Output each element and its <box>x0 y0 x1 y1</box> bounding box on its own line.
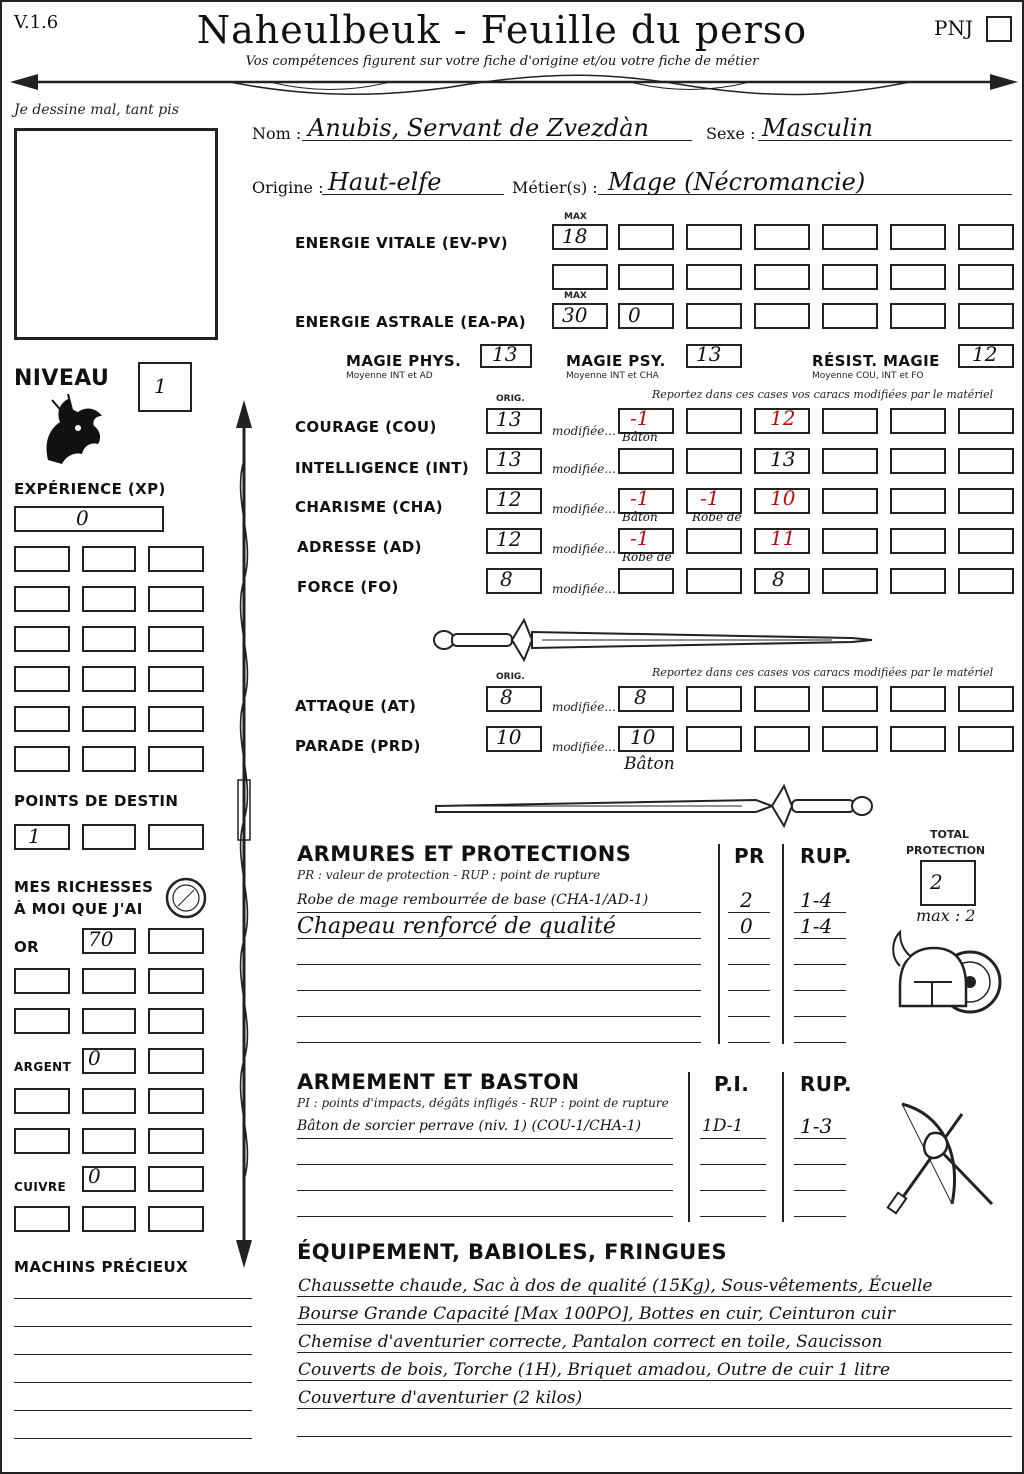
int-orig-value: 13 <box>496 447 522 471</box>
armure-pr: 2 <box>740 888 753 912</box>
armure-row-line[interactable] <box>728 912 770 913</box>
at-orig-value: 8 <box>500 685 513 709</box>
total-protection-max: max : 2 <box>916 906 976 925</box>
ev-box[interactable] <box>958 264 1014 290</box>
armure-row-line[interactable] <box>297 964 701 965</box>
armure-rup: 1-4 <box>800 914 833 938</box>
prd-modif-label: modifiée... <box>552 740 616 754</box>
cha-mod1-note: Bâton <box>622 510 658 524</box>
cha-mod2-note: Robe de <box>692 510 742 524</box>
ea-max-label: MAX <box>564 291 587 301</box>
ad-mod-box[interactable] <box>958 528 1014 554</box>
argent-box[interactable] <box>148 1128 204 1154</box>
portrait-caption: Je dessine mal, tant pis <box>14 102 179 118</box>
ad-final-value: 11 <box>770 526 796 550</box>
magie-psy-value: 13 <box>696 342 722 366</box>
xp-box[interactable] <box>82 626 136 652</box>
resist-magie-value: 12 <box>972 342 998 366</box>
ev-box[interactable] <box>958 224 1014 250</box>
arme-row-line[interactable] <box>794 1164 846 1165</box>
armure-row-line[interactable] <box>728 1016 770 1017</box>
arme-row-line[interactable] <box>700 1164 766 1165</box>
armure-row-line[interactable] <box>297 1042 701 1043</box>
fo-final-value: 8 <box>772 567 785 591</box>
niveau-value: 1 <box>154 374 167 398</box>
argent-box[interactable] <box>14 1088 70 1114</box>
sheet-title: Naheulbeuk - Feuille du perso <box>196 8 808 52</box>
magie-phys-value: 13 <box>492 342 518 366</box>
ev-box[interactable] <box>618 224 674 250</box>
armement-legend: PI : points d'impacts, dégâts infligés - RUP : point de rupture <box>297 1096 669 1110</box>
prd-mod-box[interactable] <box>890 726 946 752</box>
arme-rup: 1-3 <box>800 1114 833 1138</box>
or-box[interactable] <box>82 968 136 994</box>
destin-box[interactable] <box>82 824 136 850</box>
or-box[interactable] <box>148 928 204 954</box>
equipement-text: Couverts de bois, Torche (1H), Briquet amadou, Outre de cuir 1 litre <box>298 1360 891 1380</box>
ea-label: ENERGIE ASTRALE (EA-PA) <box>295 313 527 331</box>
ea-max-value: 30 <box>562 303 588 327</box>
at-modif-label: modifiée... <box>552 700 616 714</box>
cou-mod-box[interactable] <box>822 408 878 434</box>
armures-pr-header: PR <box>734 844 765 868</box>
xp-box[interactable] <box>14 626 70 652</box>
xp-box[interactable] <box>148 706 204 732</box>
ev-box[interactable] <box>686 224 742 250</box>
ev-box[interactable] <box>890 264 946 290</box>
cha-mod-box[interactable] <box>822 488 878 514</box>
cou-mod1-value: -1 <box>630 406 650 430</box>
xp-box[interactable] <box>82 746 136 772</box>
prd-note: Bâton <box>624 754 675 774</box>
magie-psy-label: MAGIE PSY. <box>566 352 666 370</box>
fo-label: FORCE (FO) <box>297 578 399 596</box>
or-box[interactable] <box>82 1008 136 1034</box>
int-mod-box[interactable] <box>890 448 946 474</box>
argent-label: ARGENT <box>14 1060 72 1074</box>
sexe-label: Sexe : <box>706 124 756 143</box>
cou-mod-box[interactable] <box>686 408 742 434</box>
prd-orig-value: 10 <box>496 725 522 749</box>
at-mod-box[interactable] <box>890 686 946 712</box>
armure-pr: 0 <box>740 914 753 938</box>
or-box[interactable] <box>148 1008 204 1034</box>
ev-box[interactable] <box>822 224 878 250</box>
cha-label: CHARISME (CHA) <box>295 498 443 516</box>
cuivre-box[interactable] <box>82 1206 136 1232</box>
arme-row-line[interactable] <box>700 1216 766 1217</box>
armure-row-line[interactable] <box>794 964 846 965</box>
cou-modif-label: modifiée... <box>552 424 616 438</box>
at-mod-box[interactable] <box>822 686 878 712</box>
fo-orig-value: 8 <box>500 567 513 591</box>
ea-current-box[interactable] <box>618 303 674 329</box>
ad-orig-value: 12 <box>496 527 522 551</box>
ev-box[interactable] <box>754 224 810 250</box>
xp-box[interactable] <box>14 706 70 732</box>
arme-row-line[interactable] <box>700 1138 766 1139</box>
nom-value[interactable]: Anubis, Servant de Zvezdàn <box>308 114 649 142</box>
origine-value[interactable]: Haut-elfe <box>328 168 442 196</box>
at-final-value: 8 <box>634 685 647 709</box>
resist-magie-label: RÉSIST. MAGIE <box>812 352 940 370</box>
version-label: V.1.6 <box>14 12 59 33</box>
cuivre-value: 0 <box>88 1164 101 1188</box>
sexe-value[interactable]: Masculin <box>762 114 873 142</box>
arme-name: Bâton de sorcier perrave (niv. 1) (COU-1/CHA-1) <box>297 1118 642 1134</box>
equipement-text: Couverture d'aventurier (2 kilos) <box>298 1388 583 1408</box>
ad-mod-box[interactable] <box>822 528 878 554</box>
armure-row-line[interactable] <box>794 1042 846 1043</box>
at-mod-box[interactable] <box>754 686 810 712</box>
armure-row-line[interactable] <box>794 990 846 991</box>
int-label: INTELLIGENCE (INT) <box>295 459 470 477</box>
armure-row-line[interactable] <box>297 912 701 913</box>
ev-box[interactable] <box>754 264 810 290</box>
cuivre-box[interactable] <box>148 1206 204 1232</box>
caracs-report-note: Reportez dans ces cases vos caracs modifiées par le matériel <box>652 388 994 401</box>
pnj-label: PNJ <box>934 16 973 40</box>
xp-box[interactable] <box>82 706 136 732</box>
experience-box[interactable] <box>14 506 164 532</box>
cha-orig-value: 12 <box>496 487 522 511</box>
ea-box[interactable] <box>822 303 878 329</box>
dragon-icon <box>38 394 108 466</box>
equipement-line[interactable] <box>297 1352 1012 1353</box>
int-mod-box[interactable] <box>618 448 674 474</box>
prd-mod-box[interactable] <box>686 726 742 752</box>
int-mod-box[interactable] <box>822 448 878 474</box>
destin-box[interactable] <box>14 824 70 850</box>
cha-mod-box[interactable] <box>890 488 946 514</box>
caracs-orig-label: ORIG. <box>496 394 525 404</box>
helmet-shield-icon <box>890 926 1010 1036</box>
ad-mod1-note: Robe de <box>622 550 672 564</box>
arme-row-line[interactable] <box>794 1190 846 1191</box>
arme-row-line[interactable] <box>297 1190 673 1191</box>
armure-row-line[interactable] <box>728 964 770 965</box>
resist-magie-note: Moyenne COU, INT et FO <box>812 371 924 381</box>
armures-title: ARMURES ET PROTECTIONS <box>297 842 632 866</box>
armure-row-line[interactable] <box>728 990 770 991</box>
int-mod-box[interactable] <box>686 448 742 474</box>
cou-label: COURAGE (COU) <box>295 418 437 436</box>
armure-row-line[interactable] <box>297 990 701 991</box>
ev-max-label: MAX <box>564 212 587 222</box>
machins-line[interactable] <box>14 1298 252 1299</box>
richesses-label-1: MES RICHESSES <box>14 878 154 896</box>
xp-box[interactable] <box>148 666 204 692</box>
equipement-title: ÉQUIPEMENT, BABIOLES, FRINGUES <box>297 1240 727 1264</box>
at-mod-box[interactable] <box>686 686 742 712</box>
machins-line[interactable] <box>14 1438 252 1439</box>
destin-box[interactable] <box>148 824 204 850</box>
ad-label: ADRESSE (AD) <box>297 538 422 556</box>
int-modif-label: modifiée... <box>552 462 616 476</box>
ad-modif-label: modifiée... <box>552 542 616 556</box>
xp-box[interactable] <box>14 666 70 692</box>
experience-label: EXPÉRIENCE (XP) <box>14 480 166 498</box>
equipement-line[interactable] <box>297 1324 1012 1325</box>
at-label: ATTAQUE (AT) <box>295 697 417 715</box>
armures-rup-header: RUP. <box>800 844 852 868</box>
armement-rup-header: RUP. <box>800 1072 852 1096</box>
ea-box[interactable] <box>686 303 742 329</box>
xp-box[interactable] <box>148 546 204 572</box>
xp-box[interactable] <box>148 746 204 772</box>
xp-box[interactable] <box>82 546 136 572</box>
arme-row-line[interactable] <box>297 1138 673 1139</box>
combat-report-note: Reportez dans ces cases vos caracs modifiées par le matériel <box>652 666 994 679</box>
cha-final-value: 10 <box>770 486 796 510</box>
argent-value: 0 <box>88 1046 101 1070</box>
cou-mod1-note: Bâton <box>622 430 658 444</box>
armure-row-line[interactable] <box>728 1042 770 1043</box>
or-box[interactable] <box>14 1008 70 1034</box>
at-orig-box[interactable] <box>486 686 542 712</box>
cha-mod1-value: -1 <box>630 486 650 510</box>
or-value: 70 <box>88 927 114 951</box>
arme-row-line[interactable] <box>794 1138 846 1139</box>
arme-row-line[interactable] <box>297 1216 673 1217</box>
equipement-text: Chemise d'aventurier correcte, Pantalon correct en toile, Saucisson <box>298 1332 883 1352</box>
armures-legend: PR : valeur de protection - RUP : point de rupture <box>297 868 601 882</box>
portrait-frame[interactable] <box>14 128 218 340</box>
cha-modif-label: modifiée... <box>552 502 616 516</box>
cha-mod2-value: -1 <box>700 486 720 510</box>
armure-row-line[interactable] <box>794 938 846 939</box>
ad-mod1-value: -1 <box>630 526 650 550</box>
equipement-line[interactable] <box>297 1436 1012 1437</box>
sword-icon <box>432 782 876 832</box>
xp-box[interactable] <box>82 586 136 612</box>
cuivre-box[interactable] <box>14 1206 70 1232</box>
total-protection-value: 2 <box>930 870 943 894</box>
nom-label: Nom : <box>252 124 302 143</box>
armure-row-line[interactable] <box>794 1016 846 1017</box>
origine-label: Origine : <box>252 178 324 197</box>
cha-mod-box[interactable] <box>958 488 1014 514</box>
or-label: OR <box>14 938 40 956</box>
armure-rup: 1-4 <box>800 888 833 912</box>
total-protection-label-1: TOTAL <box>930 828 970 841</box>
cuivre-label: CUIVRE <box>14 1180 67 1194</box>
armure-name: Robe de mage rembourrée de base (CHA-1/AD-1) <box>297 892 649 908</box>
pnj-checkbox[interactable] <box>986 16 1012 42</box>
sword-icon <box>432 614 876 664</box>
armure-row-line[interactable] <box>728 938 770 939</box>
prd-label: PARADE (PRD) <box>295 737 421 755</box>
argent-box[interactable] <box>82 1128 136 1154</box>
int-mod-box[interactable] <box>958 448 1014 474</box>
magie-phys-note: Moyenne INT et AD <box>346 371 433 381</box>
ad-mod-box[interactable] <box>890 528 946 554</box>
armement-title: ARMEMENT ET BASTON <box>297 1070 580 1094</box>
destin-value: 1 <box>28 824 41 848</box>
argent-box[interactable] <box>82 1088 136 1114</box>
equipement-line[interactable] <box>297 1380 1012 1381</box>
niveau-label: NIVEAU <box>14 366 110 391</box>
xp-box[interactable] <box>148 626 204 652</box>
equipement-text: Bourse Grande Capacité [Max 100PO], Bottes en cuir, Ceinturon cuir <box>298 1304 895 1324</box>
arme-row-line[interactable] <box>297 1164 673 1165</box>
cuivre-box[interactable] <box>148 1166 204 1192</box>
ev-box[interactable] <box>890 224 946 250</box>
machins-line[interactable] <box>14 1410 252 1411</box>
combat-orig-label: ORIG. <box>496 672 525 682</box>
int-final-value: 13 <box>770 447 796 471</box>
fo-mod-box[interactable] <box>822 568 878 594</box>
experience-value: 0 <box>76 506 89 530</box>
fo-mod-box[interactable] <box>890 568 946 594</box>
metier-value[interactable]: Mage (Nécromancie) <box>608 168 866 196</box>
machins-line[interactable] <box>14 1326 252 1327</box>
armement-pi-header: P.I. <box>714 1072 750 1096</box>
ev-max-value: 18 <box>562 224 588 248</box>
ev-box[interactable] <box>822 264 878 290</box>
arme-pi: 1D-1 <box>702 1116 744 1136</box>
metier-label: Métier(s) : <box>512 178 598 197</box>
ev-label: ENERGIE VITALE (EV-PV) <box>295 234 508 252</box>
sheet-subtitle: Vos compétences figurent sur votre fiche d'origine et/ou votre fiche de métier <box>245 54 759 69</box>
xp-box[interactable] <box>14 746 70 772</box>
xp-box[interactable] <box>14 586 70 612</box>
or-box[interactable] <box>148 968 204 994</box>
armure-row-line[interactable] <box>297 1016 701 1017</box>
equipement-text: Chaussette chaude, Sac à dos de qualité (15Kg), Sous-vêtements, Écuelle <box>298 1276 933 1296</box>
prd-mod-box[interactable] <box>822 726 878 752</box>
prd-final-value: 10 <box>630 725 656 749</box>
machins-line[interactable] <box>14 1382 252 1383</box>
ea-box[interactable] <box>890 303 946 329</box>
argent-box[interactable] <box>148 1048 204 1074</box>
at-mod-box[interactable] <box>958 686 1014 712</box>
fo-modif-label: modifiée... <box>552 582 616 596</box>
ev-box[interactable] <box>552 264 608 290</box>
armure-name: Chapeau renforcé de qualité <box>297 914 616 939</box>
magie-psy-note: Moyenne INT et CHA <box>566 371 659 381</box>
or-box[interactable] <box>14 968 70 994</box>
machins-line[interactable] <box>14 1354 252 1355</box>
cou-mod-box[interactable] <box>958 408 1014 434</box>
vertical-spear-icon <box>228 400 260 1268</box>
total-protection-box[interactable] <box>920 860 976 906</box>
argent-box[interactable] <box>14 1128 70 1154</box>
coin-icon <box>164 876 208 920</box>
prd-mod-box[interactable] <box>754 726 810 752</box>
fo-orig-box[interactable] <box>486 568 542 594</box>
total-protection-label-2: PROTECTION <box>906 844 986 857</box>
xp-box[interactable] <box>14 546 70 572</box>
ea-current-value: 0 <box>628 303 641 327</box>
ad-mod-box[interactable] <box>686 528 742 554</box>
ea-box[interactable] <box>754 303 810 329</box>
spear-divider-icon <box>10 68 1018 104</box>
fo-mod-box[interactable] <box>958 568 1014 594</box>
arme-row-line[interactable] <box>700 1190 766 1191</box>
ev-box[interactable] <box>686 264 742 290</box>
fo-mod-box[interactable] <box>618 568 674 594</box>
destin-label: POINTS DE DESTIN <box>14 792 179 810</box>
machins-label: MACHINS PRÉCIEUX <box>14 1258 189 1276</box>
cou-orig-value: 13 <box>496 407 522 431</box>
weapons-icon <box>882 1094 1002 1218</box>
argent-box[interactable] <box>148 1088 204 1114</box>
fo-mod-box[interactable] <box>686 568 742 594</box>
armure-row-line[interactable] <box>794 912 846 913</box>
richesses-label-2: À MOI QUE J'AI <box>14 900 143 918</box>
cou-final-value: 12 <box>770 406 796 430</box>
equipement-line[interactable] <box>297 1296 1012 1297</box>
cou-mod-box[interactable] <box>890 408 946 434</box>
arme-row-line[interactable] <box>794 1216 846 1217</box>
equipement-line[interactable] <box>297 1408 1012 1409</box>
prd-mod-box[interactable] <box>958 726 1014 752</box>
magie-phys-label: MAGIE PHYS. <box>346 352 462 370</box>
xp-box[interactable] <box>82 666 136 692</box>
ea-box[interactable] <box>958 303 1014 329</box>
xp-box[interactable] <box>148 586 204 612</box>
ev-box[interactable] <box>618 264 674 290</box>
